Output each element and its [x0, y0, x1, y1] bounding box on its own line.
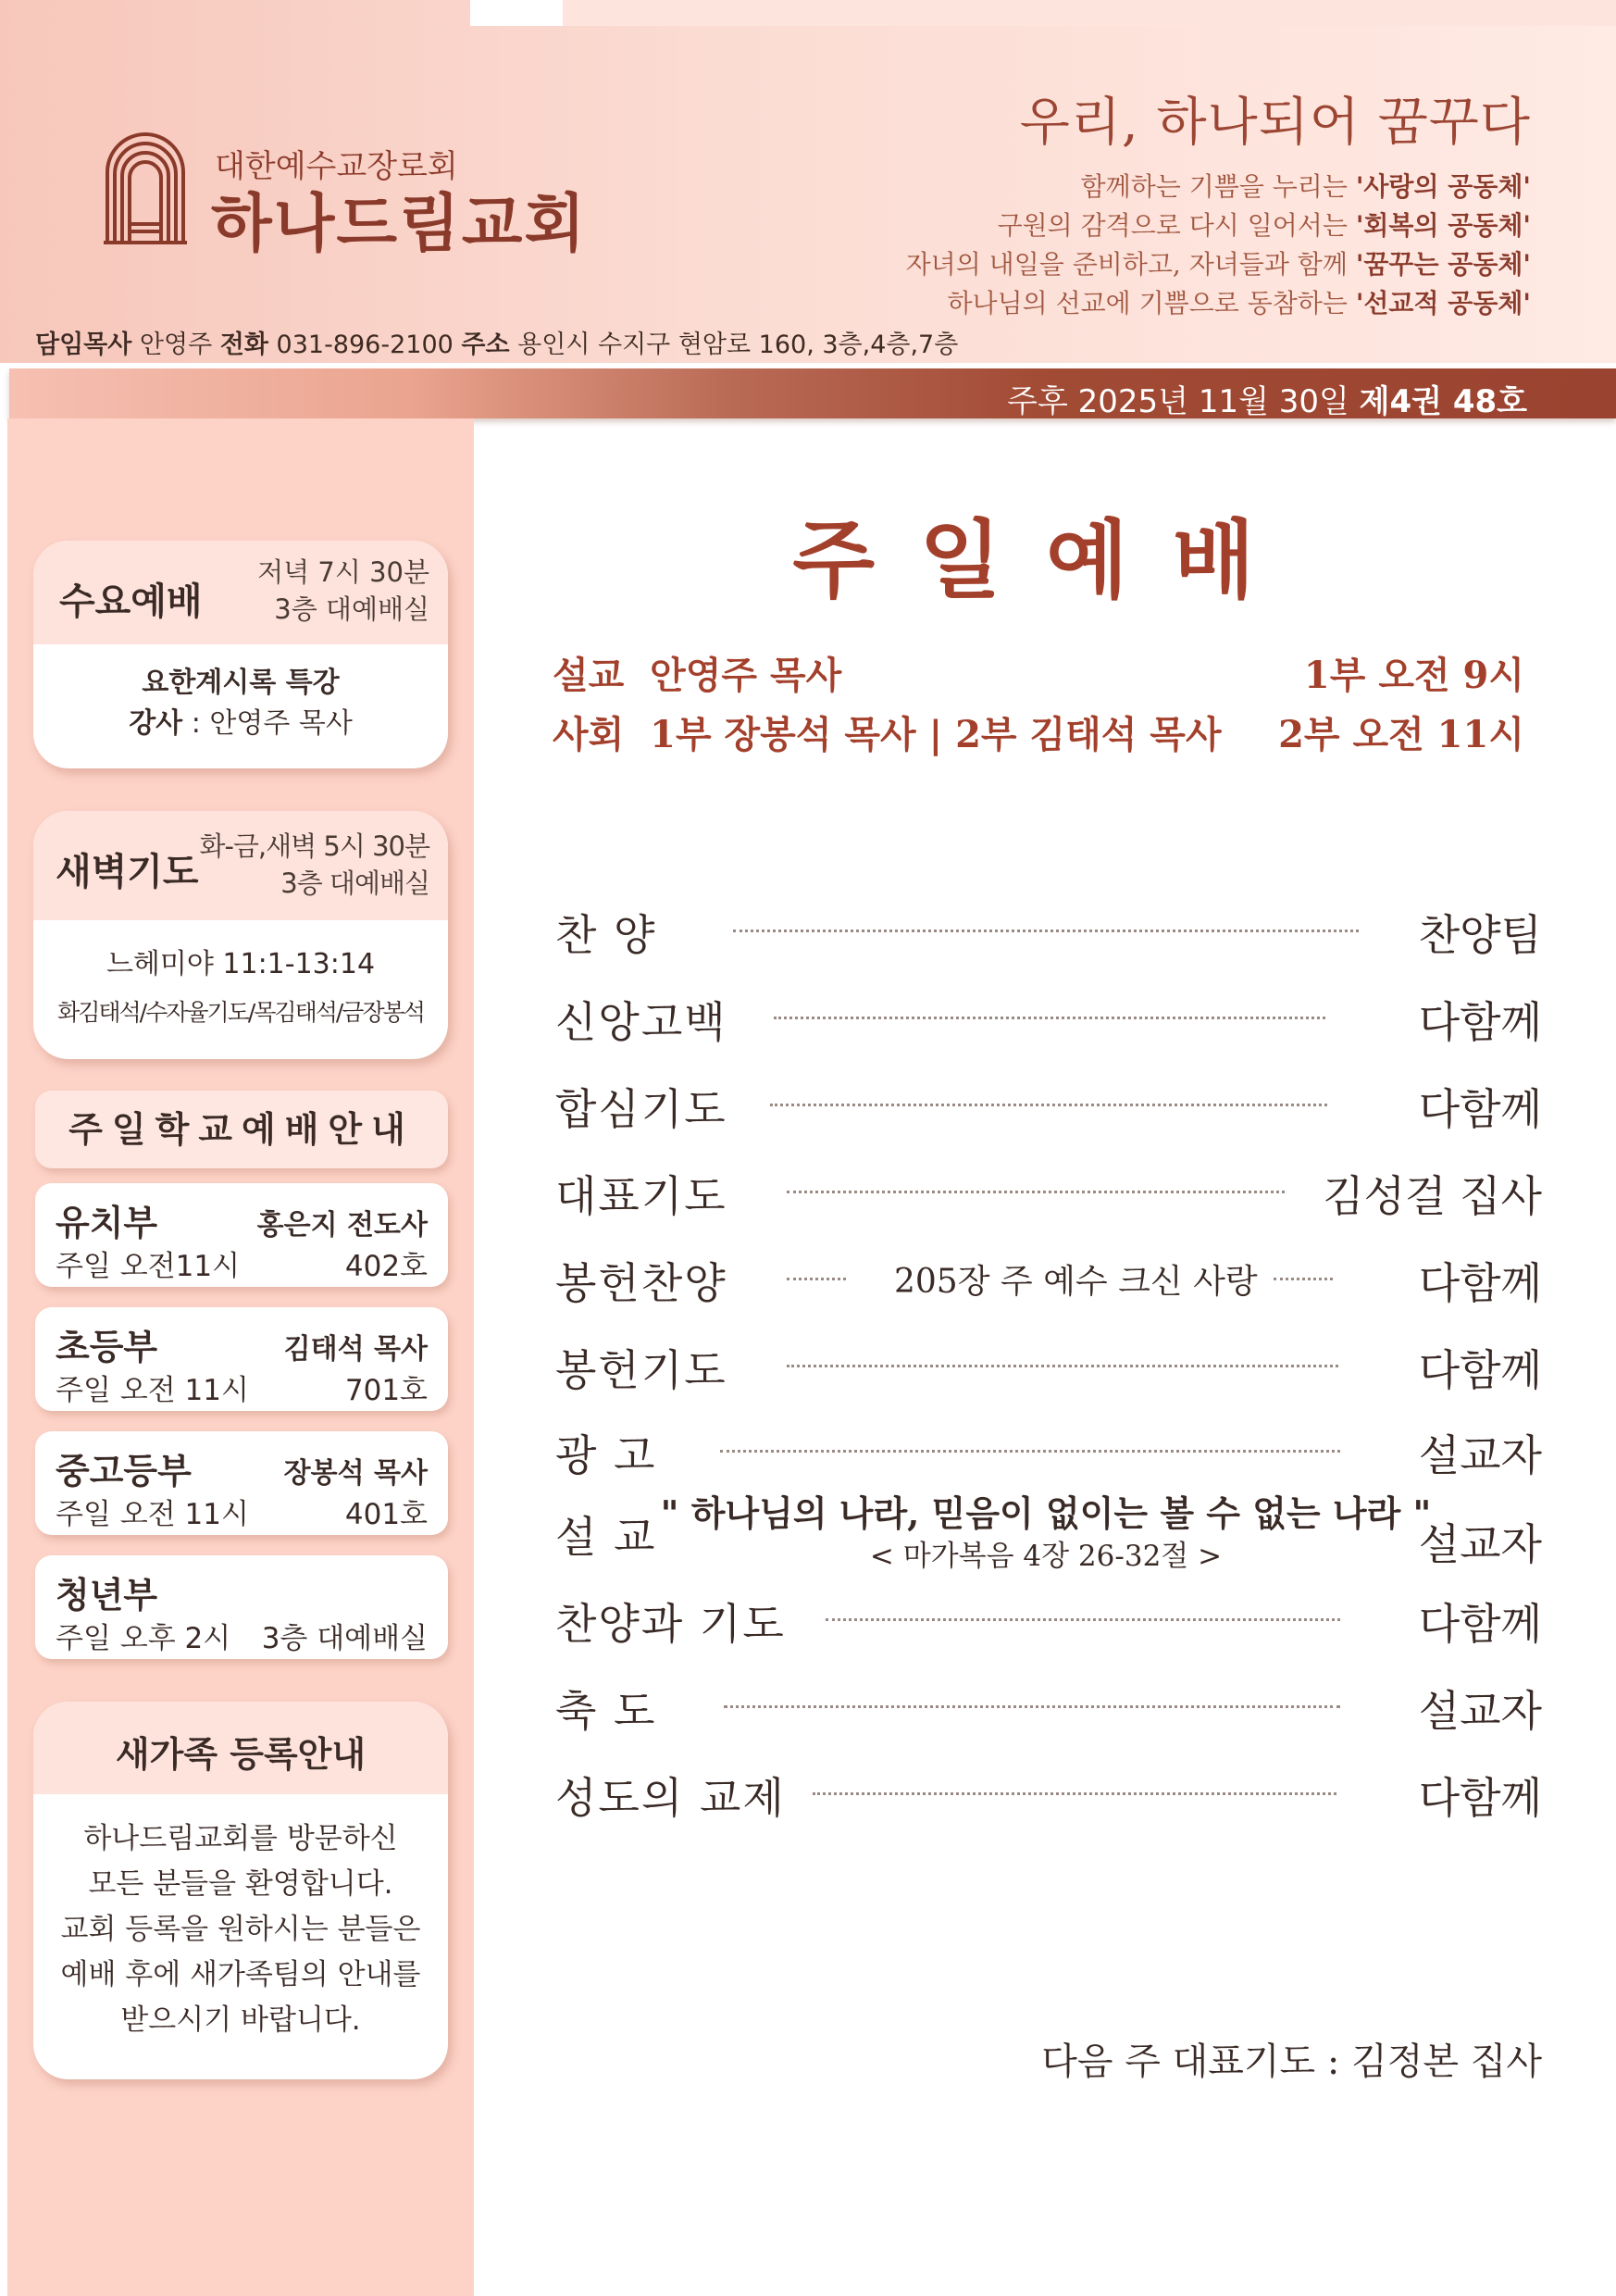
sermon-title: " 하나님의 나라, 믿음이 없이는 볼 수 없는 나라 "	[660, 1492, 1432, 1534]
card-body: 요한계시록 특강 강사 : 안영주 목사	[129, 667, 353, 740]
header-notch-band	[563, 0, 1616, 26]
bulletin-date: 주후 2025년 11월 30일 제4권 48호	[1007, 383, 1527, 420]
church-arch-logo-icon	[104, 131, 187, 244]
card-body: 느헤미야 11:1-13:14 화김태석/수자율기도/목김태석/금장봉석	[57, 948, 424, 1026]
next-week-prayer: 다음 주 대표기도 : 김정본 집사	[1041, 2040, 1542, 2083]
worship-order-item: 축 도 설교자	[555, 1686, 1542, 1736]
worship-order-item: 찬 양 찬양팀	[555, 910, 1542, 960]
motto-line: 함께하는 기쁨을 누리는 '사랑의 공동체'	[1080, 171, 1531, 202]
contact-line: 담임목사 안영주 전화 031-896-2100 주소 용인시 수지구 현암로 160, 3층,4층,7층	[35, 331, 959, 359]
card-schedule: 저녁 7시 30분 3층 대예배실	[257, 556, 429, 625]
department-card: 유치부 홍은지 전도사 주일 오전11시 402호	[35, 1183, 448, 1287]
worship-order-item: 광 고 설교자	[555, 1430, 1542, 1480]
motto-line: 구원의 감격으로 다시 일어서는 '회복의 공동체'	[997, 210, 1531, 241]
sermon-reference: < 마가복음 4장 26-32절 >	[869, 1540, 1223, 1573]
worship-order-item: 성도의 교제 다함께	[555, 1773, 1542, 1823]
department-card: 초등부 김태석 목사 주일 오전 11시 701호	[35, 1307, 448, 1411]
motto-line: 하나님의 선교에 기쁨으로 동참하는 '선교적 공동체'	[947, 288, 1531, 318]
worship-order-item: 봉헌찬양 205장 주 예수 크신 사랑 다함께	[555, 1258, 1542, 1308]
department-card: 중고등부 장봉석 목사 주일 오전 11시 401호	[35, 1431, 448, 1535]
page-title: 주일예배	[792, 510, 1299, 610]
church-name: 하나드림교회	[211, 188, 588, 261]
newcomer-card	[33, 1702, 448, 2079]
worship-order-item: 찬양과 기도 다함께	[555, 1599, 1542, 1649]
card-schedule: 화-금,새벽 5시 30분 3층 대예배실	[199, 830, 429, 899]
sunday-school-header: 주일학교예배안내	[35, 1091, 448, 1168]
worship-order-item: 신앙고백 다함께	[555, 997, 1542, 1047]
motto-line: 자녀의 내일을 준비하고, 자녀들과 함께 '꿈꾸는 공동체'	[905, 249, 1531, 280]
card-title: 새가족 등록안내	[115, 1734, 367, 1775]
wednesday-service-card	[33, 541, 448, 768]
header-notch	[470, 0, 563, 26]
worship-order-item: 대표기도 김성걸 집사	[555, 1171, 1542, 1221]
motto-title: 우리, 하나되어 꿈꾸다	[1019, 93, 1531, 153]
card-title: 수요예배	[59, 580, 203, 623]
worship-order-item: 봉헌기도 다함께	[555, 1345, 1542, 1395]
worship-order-item: 합심기도 다함께	[555, 1084, 1542, 1134]
card-title: 새벽기도	[56, 851, 199, 893]
card-body: 하나드림교회를 방문하신 모든 분들을 환영합니다. 교회 등록을 원하시는 분들은 예배 후에 새가족팀의 안내를 받으시기 바랍니다.	[60, 1822, 421, 2037]
denomination: 대한예수교장로회	[215, 148, 458, 185]
dawn-prayer-card	[33, 811, 448, 1059]
department-card: 청년부 주일 오후 2시 3층 대예배실	[35, 1555, 448, 1659]
worship-order-item: 설 교 설교자	[555, 1512, 1542, 1569]
